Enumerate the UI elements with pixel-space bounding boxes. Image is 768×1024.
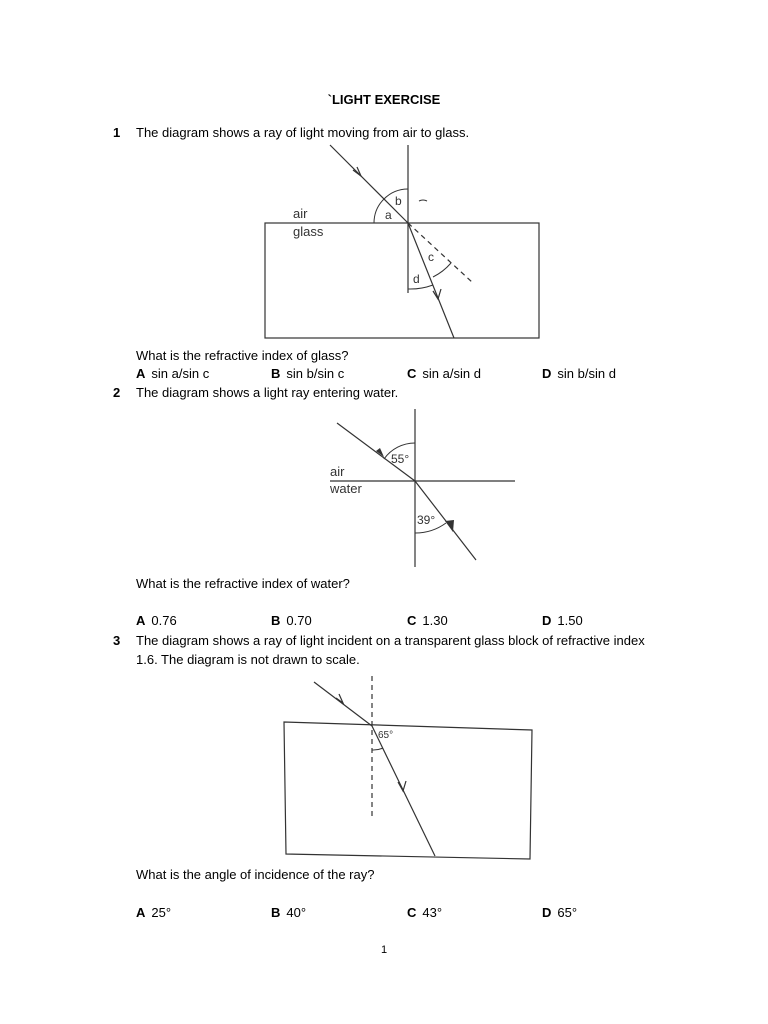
question-3-option-a: A 25° (136, 905, 172, 920)
page-number: 1 (380, 944, 388, 956)
question-3-option-b: B 40° (271, 905, 307, 920)
question-2-option-b: B 0.70 (271, 613, 312, 628)
question-2-option-c: C 1.30 (407, 613, 448, 628)
question-2-option-d: D 1.50 (542, 613, 583, 628)
label-b: b (395, 194, 402, 208)
label-d: d (413, 272, 420, 286)
label-water: water (330, 481, 362, 496)
question-3-stem-line-1: The diagram shows a ray of light incident on a transparent glass block of refractive index (136, 633, 645, 648)
label-a: a (385, 208, 392, 222)
question-1-diagram (257, 143, 559, 343)
question-3-diagram (280, 672, 548, 862)
label-65-degrees: 65° (378, 730, 394, 741)
question-2-diagram (290, 405, 522, 570)
question-1-question: What is the refractive index of glass? (136, 348, 349, 363)
label-c: c (428, 250, 434, 264)
page-title: `LIGHT EXERCISE (327, 92, 441, 107)
question-3-number: 3 (113, 633, 121, 648)
label-39-degrees: 39° (417, 513, 436, 527)
question-1-number: 1 (113, 125, 121, 140)
question-2-question: What is the refractive index of water? (136, 576, 350, 591)
question-2-number: 2 (113, 385, 121, 400)
question-1-stem: The diagram shows a ray of light moving from air to glass. (136, 125, 470, 140)
label-air: air (293, 206, 308, 221)
label-55-degrees: 55° (391, 452, 410, 466)
label-glass: glass (293, 224, 324, 239)
question-3-stem-line-2: 1.6. The diagram is not drawn to scale. (136, 652, 360, 667)
question-2-stem: The diagram shows a light ray entering water. (136, 385, 399, 400)
question-3-option-d: D 65° (542, 905, 578, 920)
question-3-question: What is the angle of incidence of the ray? (136, 867, 375, 882)
label-air: air (330, 464, 345, 479)
question-1-option-c: C sin a/sin d (407, 366, 481, 381)
question-3-option-c: C 43° (407, 905, 443, 920)
question-1-option-d: D sin b/sin d (542, 366, 616, 381)
question-1-option-a: A sin a/sin c (136, 366, 210, 381)
question-1-option-b: B sin b/sin c (271, 366, 345, 381)
question-2-option-a: A 0.76 (136, 613, 177, 628)
